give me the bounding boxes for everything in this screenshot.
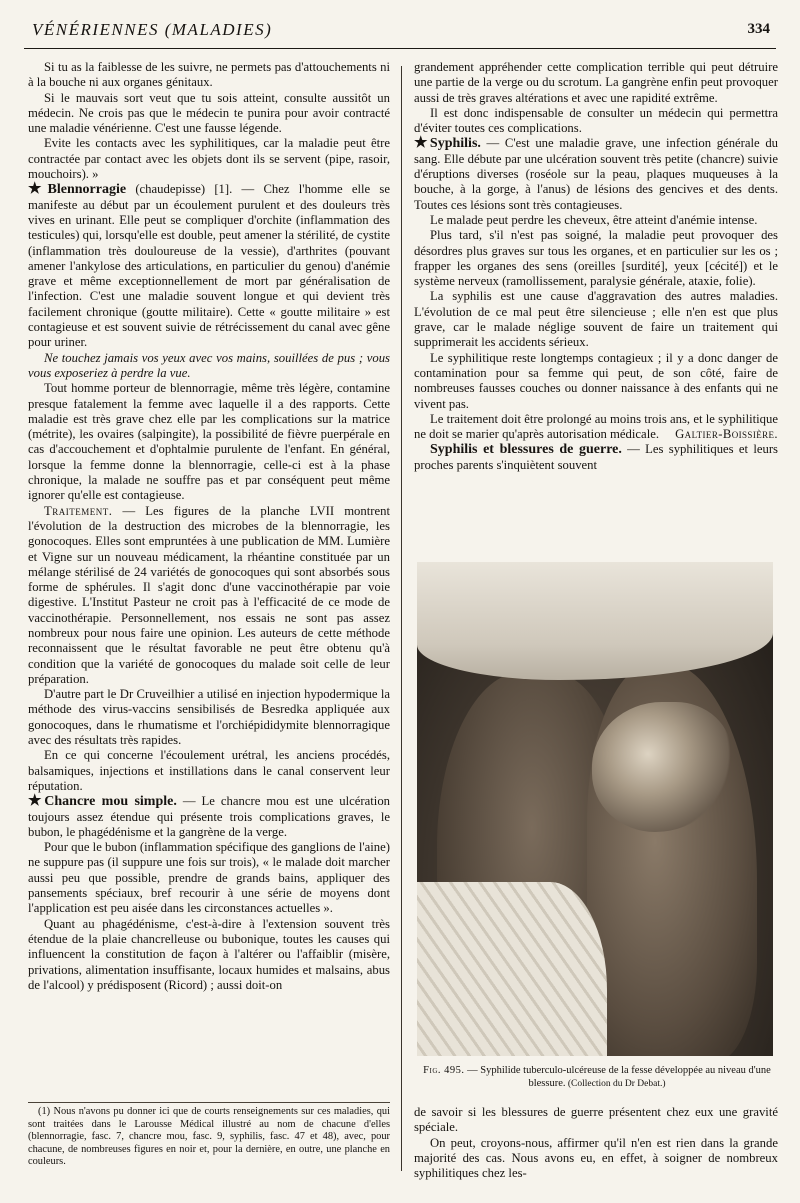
left-column bbox=[28, 60, 390, 993]
section-syphilis bbox=[414, 136, 778, 212]
treatment-label: Traitement. bbox=[44, 503, 113, 518]
section-syphilis-blessures bbox=[414, 442, 778, 473]
figure-credit: (Collection du Dr Debat.) bbox=[565, 1079, 666, 1089]
star-icon: ★ bbox=[28, 181, 48, 198]
section-text: — Les syphilitiques et leurs proches parents s'inquiètent souvent bbox=[414, 442, 778, 472]
figure-caption-text: — Syphilide tuberculo-ulcéreuse de la fesse développée au niveau d'une blessure. bbox=[464, 1065, 771, 1089]
running-title: VÉNÉRIENNES (MALADIES) bbox=[32, 20, 273, 39]
paragraph-text: Le traitement doit être prolongé au moins trois ans, et le syphilitique ne doit se marier qu'après autorisation médicale. bbox=[414, 411, 778, 442]
warning-paragraph: Ne touchez jamais vos yeux avec vos mains, souillées de pus ; vous vous exposeriez à perdre la vue. bbox=[28, 350, 390, 380]
footnote bbox=[28, 1102, 390, 1169]
paragraph: En ce qui concerne l'écoulement urétral, les anciens procédés, balsamiques, injections et instillations dans le canal conservent leur réputation. bbox=[28, 748, 390, 793]
star-icon: ★ bbox=[414, 135, 430, 152]
paragraph: Le malade peut perdre les cheveux, être atteint d'anémie intense. bbox=[430, 212, 758, 227]
author-signature: Galtier-Boissière. bbox=[675, 427, 778, 442]
page-number: 334 bbox=[747, 21, 770, 37]
figure-photograph bbox=[417, 562, 773, 1056]
paragraph: Si le mauvais sort veut que tu sois atteint, consulte aussitôt un médecin. Ne crois pas que le médecin te punira pour avoir contracté une maladie vénérienne. C'est une fausse légende. bbox=[28, 90, 390, 136]
section-heading: Syphilis. bbox=[429, 136, 481, 152]
paragraph: de savoir si les blessures de guerre présentent chez eux une gravité spéciale. bbox=[414, 1105, 778, 1135]
column-divider bbox=[401, 66, 402, 1171]
paragraph: Le syphilitique reste longtemps contagieux ; il y a donc danger de contamination pour sa femme qui peut, de son côté, faire de nombreuses fausses couches ou donner naissance à des enfants qui ne vivent pas. bbox=[414, 350, 778, 411]
paragraph: On peut, croyons-nous, affirmer qu'il n'en est rien dans la grande majorité des cas. Nous avons eu, en effet, à soigner de nombreux syphilitiques chez les- bbox=[414, 1135, 778, 1181]
paragraph: La syphilis est une cause d'aggravation des autres maladies. L'évolution de ce mal peut être silencieuse ; elle n'en est que plus grave, car le malade néglige souvent de faire un traitement qui supprimerait les accidents sérieux. bbox=[414, 289, 778, 350]
section-heading: Blennorragie bbox=[47, 182, 127, 198]
figure-caption bbox=[422, 1064, 772, 1091]
section-blennorragie bbox=[28, 182, 390, 350]
photo-sheet bbox=[417, 562, 773, 680]
paragraph: Evite les contacts avec les syphilitiques, car la maladie peut être contractée par contact avec les objets dont ils se servent (pipe, rasoir, mouchoirs). » bbox=[28, 136, 390, 182]
treatment-text: — Les figures de la planche LVII montrent l'évolution de la destruction des microbes de la blennorragie, les gonocoques. Elles sont empruntées à une publication de MM. Lumière et Vigne sur un nouveau médicament, la rhéantine constituée par un mélange stérilisé de 24 variétés de gonocoques qui sont absorbés sous forme de sphérules. Il s'agit donc d'une vaccinothérapie par voie digestive. L'Institut Pasteur ne croit pas à l'efficacité de ce mode de vaccinothérapie. Personnellement, nos essais ne sont pas assez nombreux pour nous faire une opinion. Les auteurs de cette méthode reconnaissent que le résultat favorable ne peut être obtenu qu'à condition que la variété de gonocoques du malade soit celle de leur préparation. bbox=[28, 503, 390, 686]
paragraph: Tout homme porteur de blennorragie, même très légère, contamine presque fatalement la femme avec laquelle il a des rapports. Cette maladie est très grave chez elle par les complications sur la matrice (métrite), les ovaires (salpingite), la possibilité de fièvre puerpérale en cas d'accouchement et d'ophtalmie purulente de l'enfant. En général, lorsque la femme donne la blennorragie, celle-ci est à la phase chronique, la malade ne souffre pas et par conséquent peut même ignorer qu'elle est contagieuse. bbox=[28, 381, 390, 503]
section-chancre bbox=[28, 794, 390, 840]
right-column bbox=[414, 60, 778, 473]
treatment-paragraph bbox=[28, 504, 390, 688]
paragraph: Si tu as la faiblesse de les suivre, ne permets pas d'attouchements ni à la bouche ni aux organes génitaux. bbox=[28, 60, 390, 90]
paragraph: D'autre part le Dr Cruveilhier a utilisé en injection hypodermique la méthode des virus-vaccins sensibilisés de Besredka appliquée aux gonocoques, dans le rhumatisme et l'orchiépididymite blennorragique avec des résultats très rapides. bbox=[28, 687, 390, 748]
section-heading: Syphilis et blessures de guerre. bbox=[430, 442, 622, 458]
star-icon: ★ bbox=[28, 793, 45, 810]
running-header bbox=[24, 18, 776, 49]
photo-bandage bbox=[417, 882, 607, 1056]
section-text: (chaudepisse) [1]. — Chez l'homme elle se manifeste au début par un écoulement purulent et des douleurs très vives en urinant. Elle peut se compliquer d'orchite (inflammation des testicules) qui, lorsqu'elle est double, peut amener la stérilité, de cystite (inflammation très douloureuse de la vessie), d'arthrites (pouvant amener l'ankylose des articulations, en particulier du genou) d'anémie grave et même exceptionnellement de mort par généralisation de l'infection. C'est une maladie souvent longue et qui devient très facilement chronique (goutte militaire). Cette « goutte militaire » est contagieuse et est souvent suivie de rétrécissement du canal avec gêne pour uriner. bbox=[28, 182, 390, 350]
paragraph: Plus tard, s'il n'est pas soigné, la maladie peut provoquer des désordres plus graves sur tous les organes, et en particulier sur les os ; frapper les organes des sens (oreilles [surdité], yeux [cécité]) et le système nerveux (ramollissement, paralysie générale, ataxie, folie). bbox=[414, 228, 778, 289]
section-text: — Le chancre mou est une ulcération toujours assez étendue qui présente trois complications graves, le bubon, le phagédénisme et la gangrène de la verge. bbox=[28, 794, 391, 839]
paragraph: grandement appréhender cette complication terrible qui peut détruire une partie de la verge ou du scrotum. La gangrène enfin peut provoquer aussi de très graves altérations et avec une rapidité extrême. bbox=[414, 60, 778, 105]
paragraph: Pour que le bubon (inflammation spécifique des ganglions de l'aine) ne suppure pas (il suppure une fois sur trois), « le malade doit marcher aussi peu que possible, prendre de grands bains, appliquer des pansements spéciaux, bref recourir à une série de moyens dont l'application est peu aisée dans les circonstances actuelles ». bbox=[28, 840, 390, 916]
section-heading: Chancre mou simple. bbox=[44, 794, 177, 810]
figure-label: Fig. 495. bbox=[423, 1065, 465, 1076]
paragraph: Quant au phagédénisme, c'est-à-dire à l'extension souvent très étendue de la plaie chancrelleuse ou bubonique, toutes les causes qui influencent la constitution de façon à l'altérer ou l'affaiblir (misère, privations, alimentation insuffisante, locaux humides et malsains, abus de l'alcool) y prédisposent (Ricord) ; aussi doit-on bbox=[28, 916, 390, 992]
footnote-text: (1) Nous n'avons pu donner ici que de courts renseignements sur ces maladies, qui sont traitées dans le Larousse Médical illustré au nom de chacune d'elles (blennorragie, fasc. 7, chancre mou, fasc. 9, syphilis, fasc. 47 et 48), avec, pour chacune, de nombreuses figures en noir et, pour la dernière, en outre, une planche en couleurs. bbox=[28, 1106, 390, 1168]
right-column-continued bbox=[414, 1105, 778, 1181]
paragraph bbox=[414, 412, 778, 443]
section-text: — C'est une maladie grave, une infection générale du sang. Elle débute par une ulcération souvent très petite (chancre) suivie d'éruptions diverses (roséole sur la peau, plaques muqueuses à la bouche, à la gorge, à l'anus) de lésions des gencives et des dents. Toutes ces lésions sont très contagieuses. bbox=[414, 136, 779, 212]
paragraph: Il est donc indispensable de consulter un médecin qui permettra d'éviter toutes ces complications. bbox=[414, 105, 778, 136]
